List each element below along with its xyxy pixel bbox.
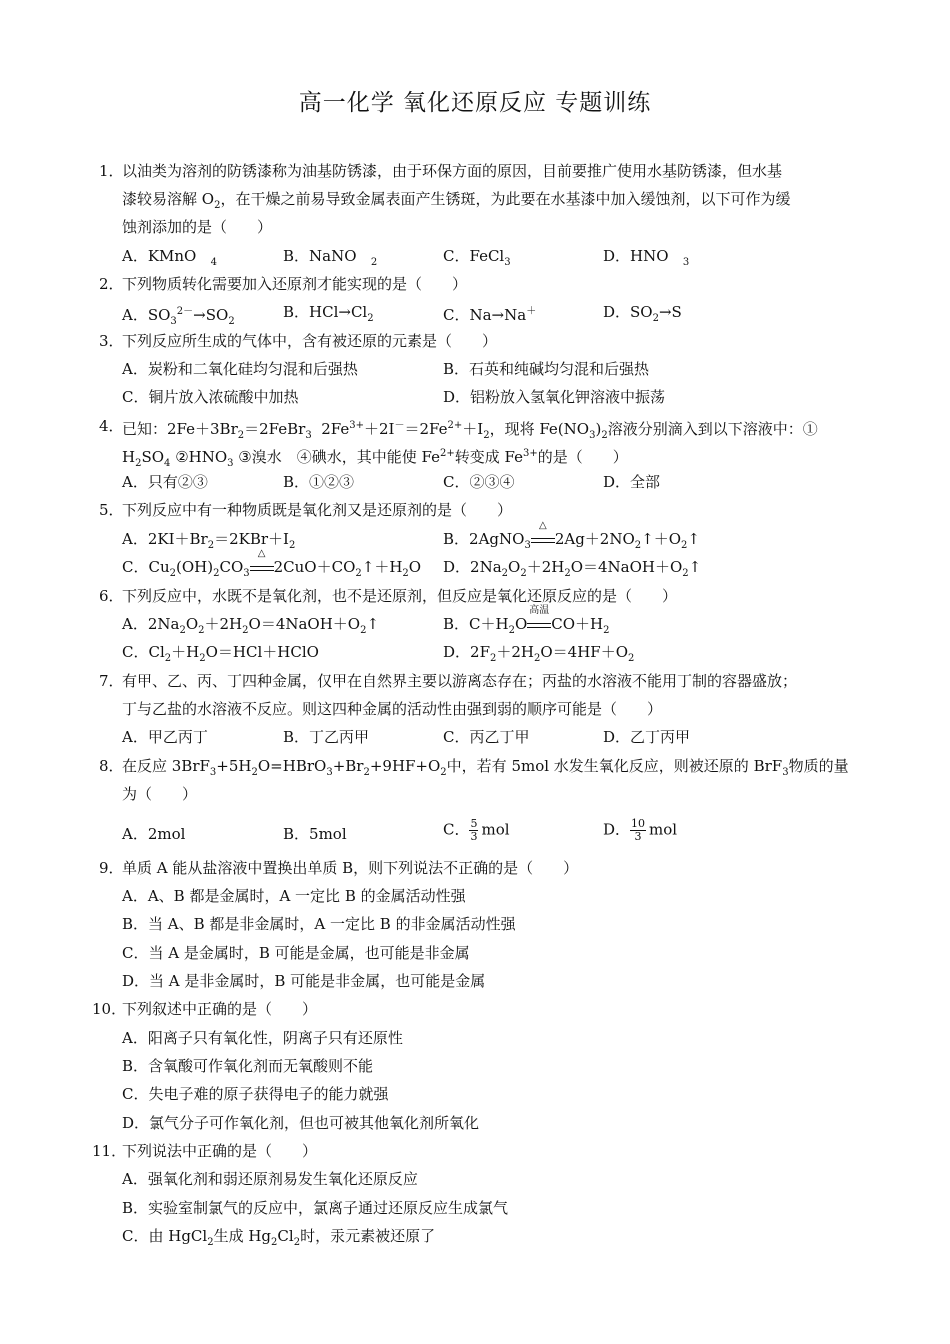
- question-11-number: 11．: [92, 1142, 127, 1160]
- question-2-number: 2．: [99, 275, 124, 293]
- question-8-line-2: 为（ ）: [122, 785, 198, 803]
- question-9-number: 9．: [99, 859, 124, 877]
- q9-option-b: B．当 A、B 都是非金属时，A 一定比 B 的非金属活动性强: [122, 915, 516, 933]
- q8-option-d: D． $\frac{10}{3}$ mol: [603, 817, 678, 843]
- question-3-text: 下列反应所生成的气体中，含有被还原的元素是（ ）: [122, 332, 498, 350]
- q11-option-b: B．实验室制氯气的反应中，氯离子通过还原反应生成氯气: [122, 1199, 509, 1217]
- q6-option-b: B．$C+H_2O$ 高温 $CO+H_2$: [443, 605, 610, 636]
- q2-option-d: D．$SO_2\to S$: [603, 303, 682, 324]
- question-1-line-2: 漆较易溶解 $O_2$，在干燥之前易导致金属表面产生锈斑，为此要在水基漆中加入缓蚀剂，以下可作为缓: [122, 190, 791, 211]
- q5-option-c: C．$Cu_2(OH)_2CO_3$ △ $2CuO+CO_2↑+H_2O$: [122, 548, 422, 579]
- q6-option-c: C．$Cl_2+H_2O=HCl+HClO$: [122, 643, 319, 664]
- question-1-line-1: 以油类为溶剂的防锈漆称为油基防锈漆，由于环保方面的原因，目前要推广使用水基防锈漆，但水基: [122, 162, 783, 180]
- q2-option-c: C．Na→Na＋: [443, 306, 537, 324]
- question-5-text: 下列反应中有一种物质既是氧化剂又是还原剂的是（ ）: [122, 501, 513, 519]
- q8-option-b: B．5mol: [283, 825, 347, 843]
- q7-option-a: A．甲乙丙丁: [122, 728, 208, 746]
- q4-option-a: A．只有②③: [122, 473, 208, 491]
- q9-option-d: D．当 A 是非金属时，B 可能是非金属，也可能是金属: [122, 972, 486, 990]
- question-6-number: 6．: [99, 587, 124, 605]
- q11-option-a: A．强氧化剂和弱还原剂易发生氧化还原反应: [122, 1170, 418, 1188]
- question-4-line-1: 已知：$2Fe+3Br_2=2FeBr_3$ $2Fe^{3+}+2I^-=2Fe^{2+}+I_2$，现将 $Fe(NO_3)_2$溶液分别滴入到以下溶液中：①: [122, 420, 818, 441]
- q3-option-c: C．铜片放入浓硫酸中加热: [122, 388, 299, 406]
- q10-option-c: C．失电子难的原子获得电子的能力就强: [122, 1085, 389, 1103]
- q3-option-a: A．炭粉和二氧化硅均匀混和后强热: [122, 360, 358, 378]
- q7-option-d: D．乙丁丙甲: [603, 728, 691, 746]
- q3-option-b: B．石英和纯碱均匀混和后强热: [443, 360, 650, 378]
- q1-option-a: A．KMnO $_4$: [122, 247, 218, 268]
- page-title: 高一化学 氧化还原反应 专题训练: [298, 90, 652, 116]
- q10-option-d: D．氯气分子可作氧化剂，但也可被其他氧化剂所氧化: [122, 1114, 480, 1132]
- question-9-text: 单质 A 能从盐溶液中置换出单质 B，则下列说法不正确的是（ ）: [122, 859, 579, 877]
- q10-option-a: A．阳离子只有氧化性，阴离子只有还原性: [122, 1029, 403, 1047]
- q1-option-d: D．HNO $_3$: [603, 247, 690, 268]
- q9-option-c: C．当 A 是金属时，B 可能是金属，也可能是非金属: [122, 944, 470, 962]
- q8-option-c: C． $\frac{5}{3}$ mol: [443, 817, 510, 843]
- q3-option-d: D．铝粉放入氢氧化钾溶液中振荡: [443, 388, 666, 406]
- q7-option-b: B．丁乙丙甲: [283, 728, 370, 746]
- q6-option-d: D．$2F_2+2H_2O=4HF+O_2$: [443, 643, 635, 664]
- q9-option-a: A．A、B 都是金属时，A 一定比 B 的金属活动性强: [122, 887, 466, 905]
- q6-option-a: A．$2Na_2O_2+2H_2O=4NaOH+O_2↑$: [122, 615, 380, 636]
- q11-option-c: C．由 HgCl$_2$生成 $Hg_2Cl_2$时，汞元素被还原了: [122, 1227, 436, 1248]
- question-1-number: 1．: [99, 162, 124, 180]
- question-8-line-1: 在反应 $3BrF_3+5H_2O=HBrO_3+Br_2+9HF+O_2$中，若有 5mol 水发生氧化反应，则被还原的 BrF$_3$物质的量: [122, 757, 849, 778]
- question-4-line-2: $H_2SO_4$ $②HNO_3$ ③溴水 ④碘水，其中能使 $Fe^{2+}$转变成 $Fe^{3+}$的是（ ）: [122, 448, 628, 469]
- q8-option-a: A．2mol: [122, 825, 186, 843]
- q4-option-b: B．①②③: [283, 473, 355, 491]
- question-6-text: 下列反应中，水既不是氧化剂，也不是还原剂，但反应是氧化还原反应的是（ ）: [122, 587, 678, 605]
- question-10-number: 10．: [92, 1000, 127, 1018]
- question-11-text: 下列说法中正确的是（ ）: [122, 1142, 318, 1160]
- q1-option-b: B．NaNO $_2$: [283, 247, 378, 268]
- question-3-number: 3．: [99, 332, 124, 350]
- q5-option-a: A．$2KI+Br_2=2KBr+I_2$: [122, 530, 296, 551]
- question-2-text: 下列物质转化需要加入还原剂才能实现的是（ ）: [122, 275, 468, 293]
- q7-option-c: C．丙乙丁甲: [443, 728, 530, 746]
- question-5-number: 5．: [99, 501, 124, 519]
- question-1-line-3: 蚀剂添加的是（ ）: [122, 218, 273, 236]
- question-7-line-1: 有甲、乙、丙、丁四种金属，仅甲在自然界主要以游离态存在；丙盐的水溶液不能用丁制的容器盛放；: [122, 672, 798, 690]
- q4-option-c: C．②③④: [443, 473, 515, 491]
- q2-option-a: A．$SO_3^{2-}\to SO_2$: [122, 306, 235, 327]
- q5-option-d: D．$2Na_2O_2+2H_2O=4NaOH+O_2↑$: [443, 558, 702, 579]
- q10-option-b: B．含氧酸可作氧化剂而无氧酸则不能: [122, 1057, 374, 1075]
- q4-option-d: D．全部: [603, 473, 661, 491]
- question-7-line-2: 丁与乙盐的水溶液不反应。则这四种金属的活动性由强到弱的顺序可能是（ ）: [122, 700, 663, 718]
- question-4-number: 4．: [99, 417, 124, 435]
- q5-option-b: B．2AgNO$_3$ △ $2Ag+2NO_2↑+O_2↑$: [443, 520, 700, 551]
- question-10-text: 下列叙述中正确的是（ ）: [122, 1000, 318, 1018]
- q1-option-c: C．FeCl$_3$: [443, 247, 511, 268]
- question-7-number: 7．: [99, 672, 124, 690]
- question-8-number: 8．: [99, 757, 124, 775]
- q2-option-b: B．$HCl\to Cl_2$: [283, 303, 374, 324]
